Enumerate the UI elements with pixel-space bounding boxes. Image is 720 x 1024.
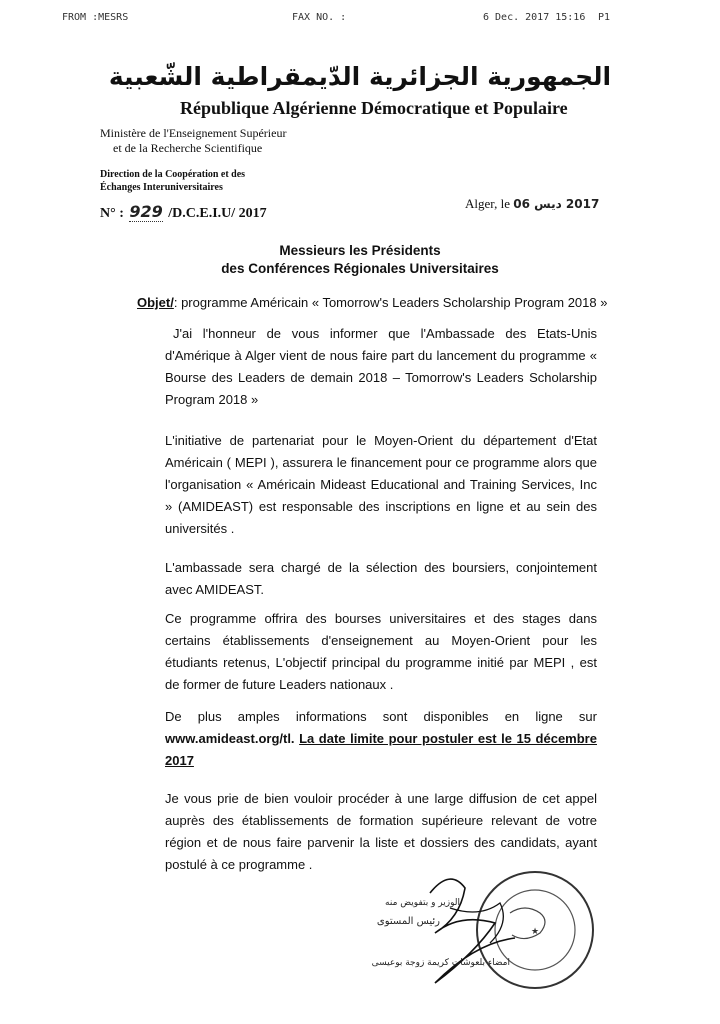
republic-title: République Algérienne Démocratique et Populaire (180, 98, 568, 118)
ministry-line-2: et de la Recherche Scientifique (113, 141, 263, 155)
subject-line (137, 295, 607, 310)
subject-text: : programme Américain « Tomorrow's Leaders Scholarship Program 2018 » (173, 295, 608, 310)
place-date (465, 196, 599, 212)
signature-line-3: امضاء بلعوشات كريمة زوجة بوعيسى (371, 958, 510, 968)
addressee-line-2: des Conférences Régionales Universitaires (221, 261, 499, 276)
direction-line-2: Échanges Interuniversitaires (100, 182, 223, 193)
fax-number: FAX NO. : (292, 12, 347, 23)
handwritten-signature (310, 868, 600, 998)
svg-text:★: ★ (530, 927, 540, 937)
fax-datetime: 6 Dec. 2017 15:16 (483, 12, 586, 23)
arabic-title: الجمهورية الجزائرية الدّيمقراطية الشّعبية (108, 62, 612, 91)
signature-line-2: رئيس المستوى (376, 916, 440, 927)
info-text: De plus amples informations sont disponibles en ligne sur (165, 709, 597, 724)
body-paragraph-1: J'ai l'honneur de vous informer que l'Ambassade des Etats-Unis d'Amérique à Alger vient de nous faire part du lancement du programme « Bourse des Leaders de demain 2018 – Tomorrow's Leaders Scholarship Program 2018 » (165, 326, 597, 407)
body-paragraph-3: L'ambassade sera chargé de la sélection des boursiers, conjointement avec AMIDEAST. (165, 560, 597, 597)
body-paragraph-4: Ce programme offrira des bourses universitaires et des stages dans certains établissements d'enseignement au Moyen-Orient pour les étudiants retenus, L'objectif principal du programme initié par MEPI , est de former de future Leaders nationaux . (165, 611, 597, 692)
body-paragraph-6: Je vous prie de bien vouloir procéder à une large diffusion de cet appel auprès des établissements de formation supérieure relevant de votre région et de nous faire parvenir la liste et dossiers des candidats, ayant postulé à ce programme . (165, 791, 597, 872)
reference-prefix: N° : (100, 206, 124, 221)
body-paragraph-5 (165, 706, 597, 772)
addressee-line-1: Messieurs les Présidents (279, 243, 441, 258)
direction-line-1: Direction de la Coopération et des (100, 169, 246, 180)
fax-from: FROM :MESRS (62, 12, 129, 23)
subject-label: Objet/ (137, 295, 174, 310)
place-label: Alger, le (465, 196, 510, 211)
reference-line (100, 202, 267, 222)
addressee (140, 242, 580, 278)
reference-suffix: /D.C.E.I.U/ 2017 (168, 206, 267, 221)
ministry-line-1: Ministère de l'Enseignement Supérieur (100, 126, 287, 140)
website-url: www.amideast.org/tl. (165, 731, 295, 746)
handwritten-date: 2017 دیس 06 (513, 197, 600, 211)
reference-number: 929 (129, 202, 163, 221)
signature-block (310, 868, 600, 998)
fax-page: P1 (598, 12, 611, 23)
deadline-text: La date limite pour postuler est le 15 décembre 2017 (165, 731, 597, 768)
signature-line-1: الوزير و بتفويض منه (385, 898, 460, 908)
body-paragraph-2: L'initiative de partenariat pour le Moyen-Orient du département d'Etat Américain ( MEPI ), assurera le financement pour ce programme alors que l'organisation « Américain Mideast Educational and Training Services, Inc » (AMIDEAST) est responsable des inscriptions en ligne et au sein des universités . (165, 433, 597, 536)
